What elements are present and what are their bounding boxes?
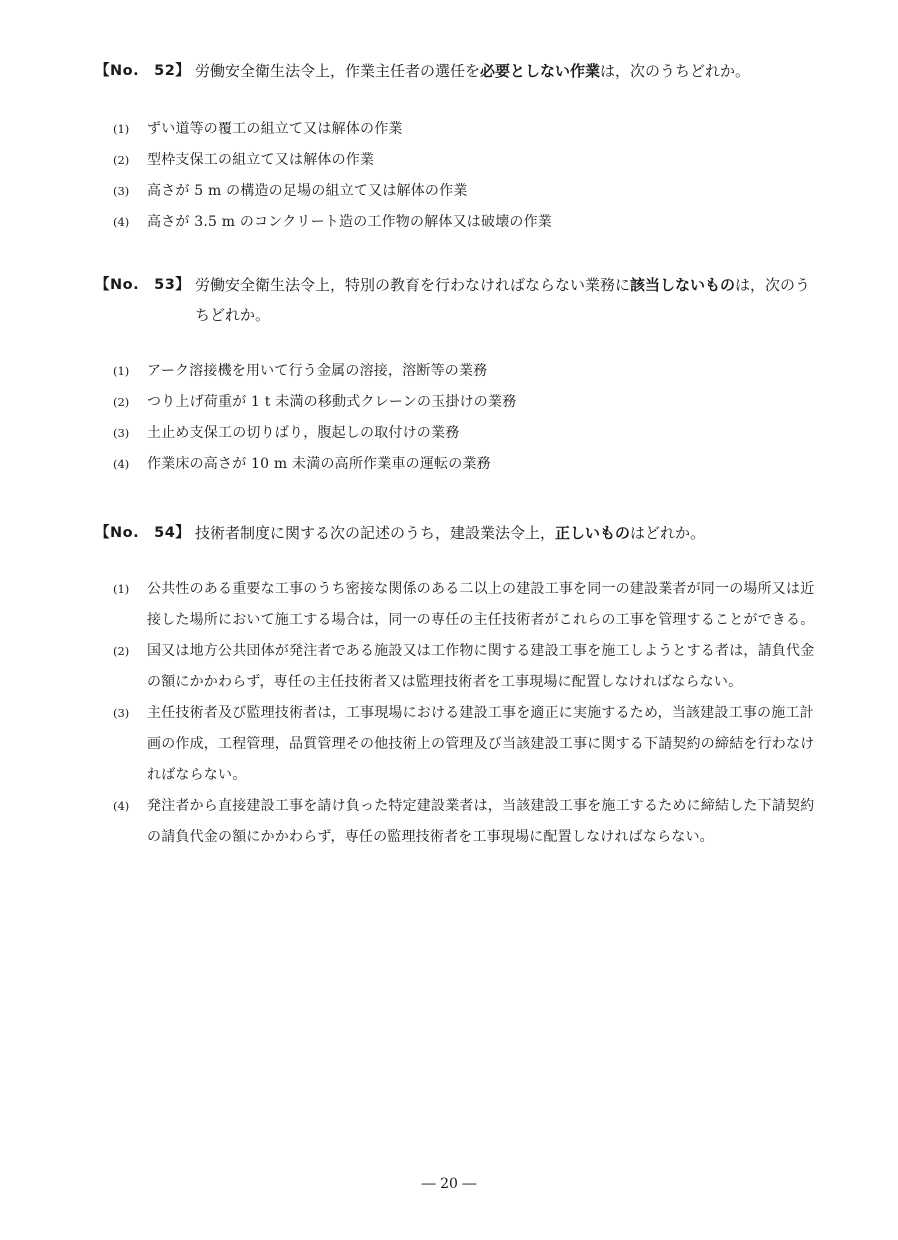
option-number: (4) <box>113 799 130 813</box>
option-list <box>95 114 815 238</box>
question-text-emphasis: 該当しないもの <box>630 276 736 294</box>
question-54 <box>95 518 815 853</box>
question-number: 【No. 53】 <box>95 277 191 293</box>
option-text: 公共性のある重要な工事のうち密接な関係のある二以上の建設工事を同一の建設業者が同一の場所又は近接した場所において施工する場合は，同一の専任の主任技術者がこれらの工事を管理することができる。 <box>147 581 815 628</box>
page-number: ― 20 ― <box>421 1176 477 1192</box>
option-number: (3) <box>113 184 130 198</box>
question-text-emphasis: 必要としない作業 <box>480 62 601 80</box>
question-text-post: は，次のうちどれか。 <box>195 276 811 324</box>
option-3 <box>95 698 815 791</box>
option-3 <box>95 418 815 449</box>
option-text: 型枠支保工の組立て又は解体の作業 <box>147 152 375 168</box>
option-3 <box>95 176 815 207</box>
option-list <box>95 574 815 853</box>
question-text-pre: 労働安全衛生法令上，特別の教育を行わなければならない業務に <box>195 276 631 294</box>
option-list <box>95 356 815 480</box>
option-4 <box>95 791 815 853</box>
question-53 <box>95 270 815 480</box>
question-number: 【No. 54】 <box>95 525 191 541</box>
question-text <box>195 518 815 548</box>
option-number: (1) <box>113 364 130 378</box>
option-2 <box>95 387 815 418</box>
option-number: (3) <box>113 426 130 440</box>
question-text-post: はどれか。 <box>630 524 706 542</box>
question-text <box>195 56 815 86</box>
option-4 <box>95 207 815 238</box>
option-text: 土止め支保工の切りばり，腹起しの取付けの業務 <box>147 425 460 441</box>
option-number: (2) <box>113 395 130 409</box>
option-number: (4) <box>113 457 130 471</box>
option-1 <box>95 114 815 145</box>
option-number: (1) <box>113 122 130 136</box>
option-text: ずい道等の覆工の組立て又は解体の作業 <box>147 121 403 137</box>
question-52 <box>95 56 815 238</box>
question-header <box>95 56 815 86</box>
question-number: 【No. 52】 <box>95 63 191 79</box>
option-text: アーク溶接機を用いて行う金属の溶接，溶断等の業務 <box>147 363 488 379</box>
option-number: (1) <box>113 582 130 596</box>
option-text: 発注者から直接建設工事を請け負った特定建設業者は，当該建設工事を施工するために締結した下請契約の請負代金の額にかかわらず，専任の監理技術者を工事現場に配置しなければならない。 <box>147 798 815 845</box>
question-text-emphasis: 正しいもの <box>555 524 631 542</box>
question-text-pre: 労働安全衛生法令上，作業主任者の選任を <box>195 62 481 80</box>
question-text-pre: 技術者制度に関する次の記述のうち，建設業法令上， <box>195 524 556 542</box>
option-text: 主任技術者及び監理技術者は，工事現場における建設工事を適正に実施するため，当該建設工事の施工計画の作成，工程管理，品質管理その他技術上の管理及び当該建設工事に関する下請契約の締結を行わなければならない。 <box>147 705 815 783</box>
option-number: (2) <box>113 153 130 167</box>
option-number: (3) <box>113 706 130 720</box>
question-text <box>195 270 815 330</box>
option-1 <box>95 356 815 387</box>
option-text: 高さが 3.5 m のコンクリート造の工作物の解体又は破壊の作業 <box>147 214 553 230</box>
option-1 <box>95 574 815 636</box>
option-2 <box>95 636 815 698</box>
option-number: (4) <box>113 215 130 229</box>
question-text-post: は，次のうちどれか。 <box>600 62 751 80</box>
option-text: 高さが 5 m の構造の足場の組立て又は解体の作業 <box>147 183 468 199</box>
option-text: つり上げ荷重が 1 t 未満の移動式クレーンの玉掛けの業務 <box>147 394 517 410</box>
question-header <box>95 270 815 330</box>
option-4 <box>95 449 815 480</box>
option-text: 国又は地方公共団体が発注者である施設又は工作物に関する建設工事を施工しようとする者は，請負代金の額にかかわらず，専任の主任技術者又は監理技術者を工事現場に配置しなければならない。 <box>147 643 815 690</box>
option-number: (2) <box>113 644 130 658</box>
option-2 <box>95 145 815 176</box>
question-header <box>95 518 815 548</box>
option-text: 作業床の高さが 10 m 未満の高所作業車の運転の業務 <box>147 456 491 472</box>
